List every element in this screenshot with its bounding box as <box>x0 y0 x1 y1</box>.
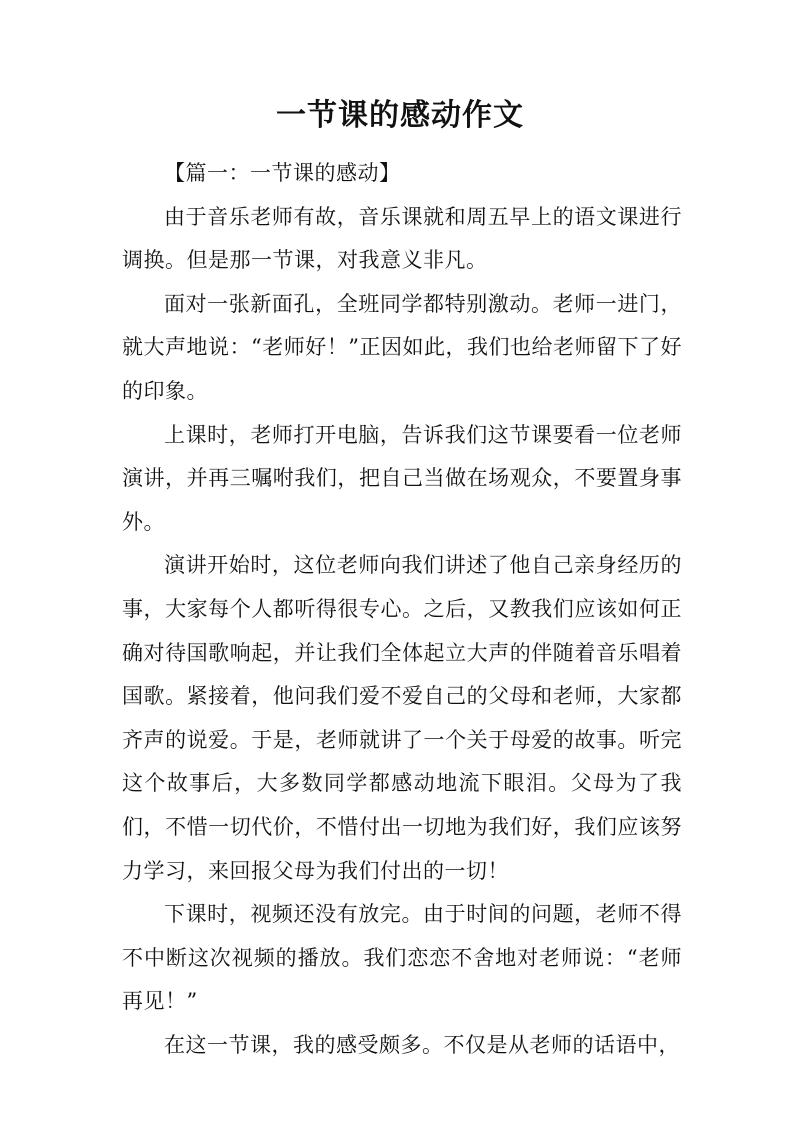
paragraph: 由于音乐老师有故，音乐课就和周五早上的语文课进行调换。但是那一节课，对我意义非凡。 <box>122 204 682 273</box>
document-body <box>122 152 682 1067</box>
section-heading: 【篇一：一节课的感动】 <box>164 161 401 185</box>
paragraph: 在这一节课，我的感受颇多。不仅是从老师的话语中， <box>164 1032 680 1057</box>
document-title: 一节课的感动作文 <box>276 98 524 133</box>
paragraph: 上课时，老师打开电脑，告诉我们这节课要看一位老师演讲，并再三嘱咐我们，把自己当做在场观众，不要置身事外。 <box>122 422 682 534</box>
paragraph: 下课时，视频还没有放完。由于时间的问题，老师不得不中断这次视频的播放。我们恋恋不舍地对老师说：“老师再见！” <box>122 902 682 1014</box>
paragraph: 演讲开始时，这位老师向我们讲述了他自己亲身经历的事，大家每个人都听得很专心。之后，又教我们应该如何正确对待国歌响起，并让我们全体起立大声的伴随着音乐唱着国歌。紧接着，他问我们爱不爱自己的父母和老师，大家都齐声的说爱。于是，老师就讲了一个关于母爱的故事。听完这个故事后，大多数同学都感动地流下眼泪。父母为了我们，不惜一切代价，不惜付出一切地为我们好，我们应该努力学习，来回报父母为我们付出的一切！ <box>122 553 682 883</box>
paragraph: 面对一张新面孔，全班同学都特别激动。老师一进门，就大声地说：“老师好！”正因如此，我们也给老师留下了好的印象。 <box>122 291 682 403</box>
